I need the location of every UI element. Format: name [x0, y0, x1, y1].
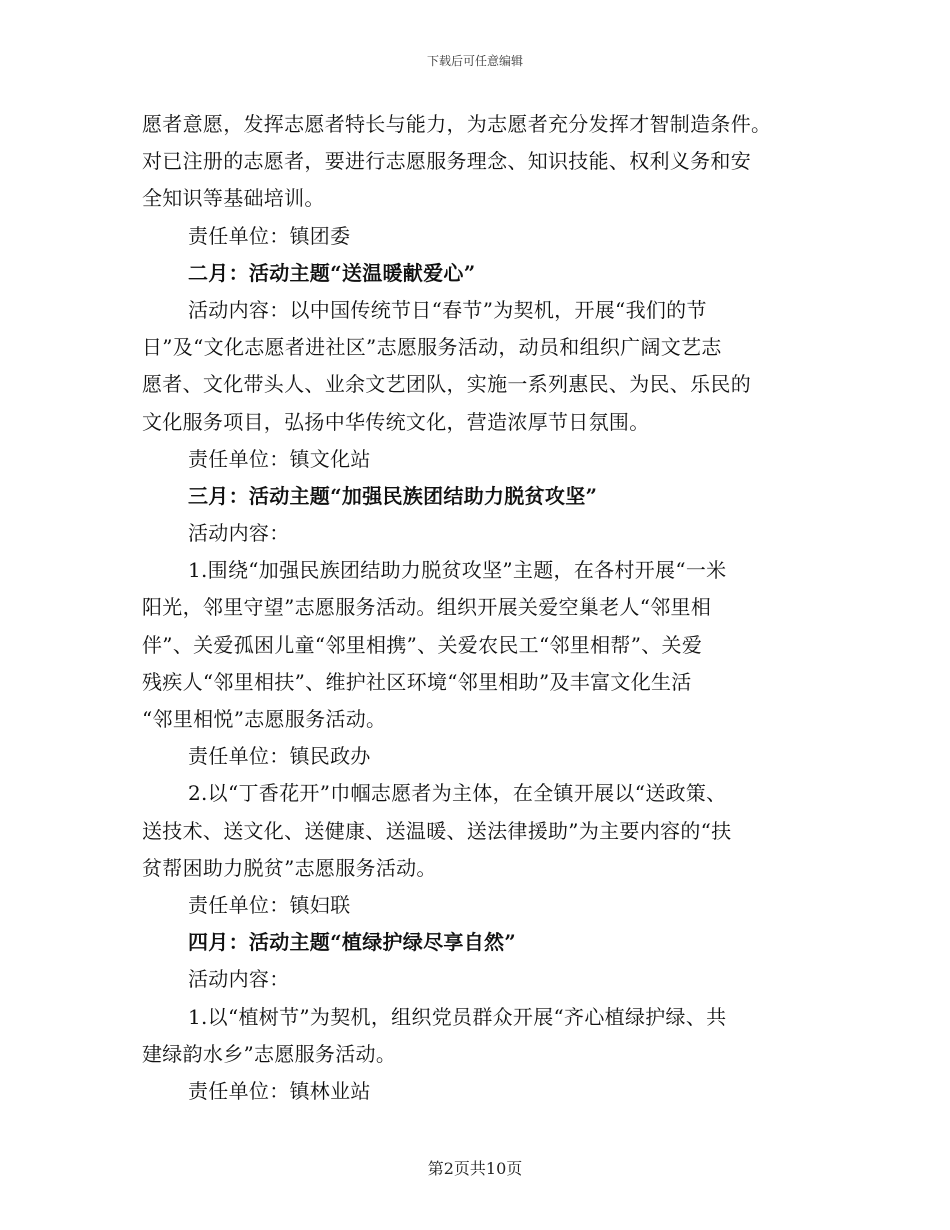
page-header: 下载后可任意编辑 — [426, 54, 523, 68]
paragraph-line: 责任单位：镇妇联 — [188, 892, 351, 917]
paragraph-line: 活动内容： — [188, 967, 290, 992]
paragraph-line: 阳光，邻里守望”志愿服务活动。组织开展关爱空巢老人“邻里相 — [142, 595, 712, 620]
paragraph-line: 1.以“植树节”为契机，组织党员群众开展“齐心植绿护绿、共 — [188, 1004, 727, 1029]
paragraph-line: 责任单位：镇文化站 — [188, 446, 371, 471]
paragraph-line: 活动内容： — [188, 521, 290, 546]
paragraph-line: 日”及“文化志愿者进社区”志愿服务活动，动员和组织广阔文艺志 — [142, 335, 722, 360]
paragraph-line: 活动内容：以中国传统节日“春节”为契机，开展“我们的节 — [188, 297, 707, 322]
paragraph-line: 愿者意愿，发挥志愿者特长与能力，为志愿者充分发挥才智制造条件。 — [142, 112, 772, 136]
paragraph-line: 送技术、送文化、送健康、送温暖、送法律援助”为主要内容的“扶 — [142, 818, 732, 843]
paragraph-line: 责任单位：镇团委 — [188, 223, 351, 248]
paragraph-line: 贫帮困助力脱贫”志愿服务活动。 — [142, 855, 437, 880]
paragraph-line: 2.以“丁香花开”巾帼志愿者为主体，在全镇开展以“送政策、 — [188, 781, 727, 806]
paragraph-line: 全知识等基础培训。 — [142, 186, 325, 211]
paragraph-line: 伴”、关爱孤困儿童“邻里相携”、关爱农民工“邻里相帮”、关爱 — [142, 632, 703, 657]
paragraph-line: 建绿韵水乡”志愿服务活动。 — [142, 1041, 397, 1066]
paragraph-line: 文化服务项目，弘扬中华传统文化，营造浓厚节日氛围。 — [142, 409, 650, 434]
document-body — [142, 106, 802, 1110]
paragraph-line: 1.围绕“加强民族团结助力脱贫攻坚”主题，在各村开展“一米 — [188, 558, 727, 583]
paragraph-line: 责任单位：镇民政办 — [188, 744, 371, 769]
paragraph-line: 责任单位：镇林业站 — [188, 1078, 371, 1103]
paragraph-line: 残疾人“邻里相扶”、维护社区环境“邻里相助”及丰富文化生活 — [142, 669, 692, 694]
section-heading: 四月：活动主题“植绿护绿尽享自然” — [188, 930, 517, 955]
section-heading: 二月：活动主题“送温暖献爱心” — [188, 260, 476, 285]
section-heading: 三月：活动主题“加强民族团结助力脱贫攻坚” — [188, 483, 598, 508]
paragraph-line: 对已注册的志愿者，要进行志愿服务理念、知识技能、权利义务和安 — [142, 149, 751, 174]
paragraph-line: “邻里相悦”志愿服务活动。 — [142, 707, 387, 731]
paragraph-line: 愿者、文化带头人、业余文艺团队，实施一系列惠民、为民、乐民的 — [142, 372, 751, 397]
page-number-footer: 第2页共10页 — [427, 1159, 523, 1178]
